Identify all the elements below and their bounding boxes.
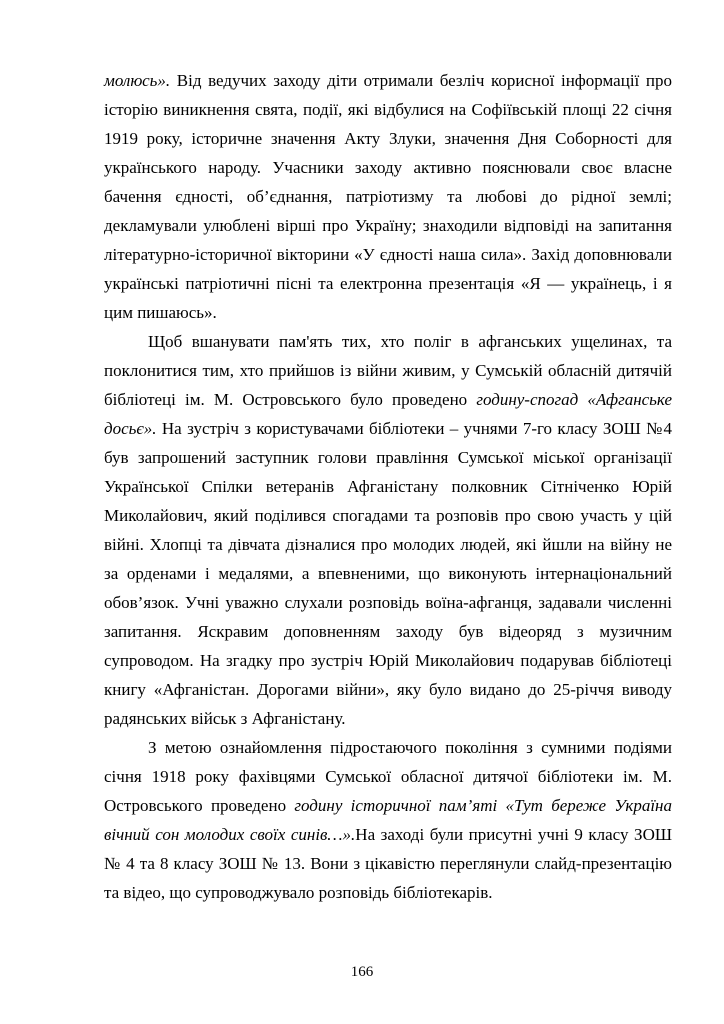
paragraph-text: З метою ознайомлення підростаючого покоління з сумними подіями січня 1918 року фахівцями Сумської обласної дитячої бібліотеки ім. М. Островського проведено <box>104 738 672 815</box>
italic-phrase: годину історичної пам’яті «Тут береже Україна вічний сон молодих своїх синів…». <box>104 796 672 844</box>
paragraph-text: На зустріч з користувачами бібліотеки – учнями 7-го класу ЗОШ №4 був запрошений заступник голови правління Сумської міської організації Української Спілки ветеранів Афганістану полковник Сітніченко Юрій Миколайович, який поділився спогадами та розповів про свою участь у цій війні. Хлопці та дівчата дізналися про молодих людей, які йшли на війну не за орденами і медалями, а впевненими, що виконують інтернаціональний обов’язок. Учні уважно слухали розповідь воїна-афганця, задавали численні запитання. Яскравим доповненням заходу був відеоряд з музичним супроводом. На згадку про зустріч Юрій Миколайович подарував бібліотеці книгу «Афганістан. Дорогами війни», яку було видано до 25-річчя виводу радянських військ з Афганістану. <box>104 419 672 728</box>
paragraph-1 <box>104 66 672 327</box>
paragraph-2 <box>104 327 672 733</box>
paragraph-text: На заході були присутні учні 9 класу ЗОШ № 4 та 8 класу ЗОШ № 13. Вони з цікавістю переглянули слайд-презентацію та відео, що супроводжувало розповідь бібліотекарів. <box>104 825 672 902</box>
paragraph-text: Від ведучих заходу діти отримали безліч корисної інформації про історію виникнення свята, події, які відбулися на Софіївській площі 22 січня 1919 року, історичне значення Акту Злуки, значення Дня Соборності для українського народу. Учасники заходу активно пояснювали своє власне бачення єдності, об’єднання, патріотизму та любові до рідної землі; декламували улюблені вірші про Україну; знаходили відповіді на запитання літературно-історичної вікторини «У єдності наша сила». Захід доповнювали українські патріотичні пісні та електронна презентація «Я — українець, і я цим пишаюсь». <box>104 71 672 322</box>
page-number: 166 <box>350 964 374 980</box>
paragraph-text: Щоб вшанувати пам'ять тих, хто поліг в афганських ущелинах, та поклонитися тим, хто прийшов із війни живим, у Сумській обласній дитячій бібліотеці ім. М. Островського було проведено <box>104 332 672 409</box>
italic-phrase: молюсь». <box>104 71 171 90</box>
italic-phrase: годину-спогад «Афганське досьє». <box>104 390 672 438</box>
body-text <box>104 66 672 907</box>
paragraph-3 <box>104 733 672 907</box>
